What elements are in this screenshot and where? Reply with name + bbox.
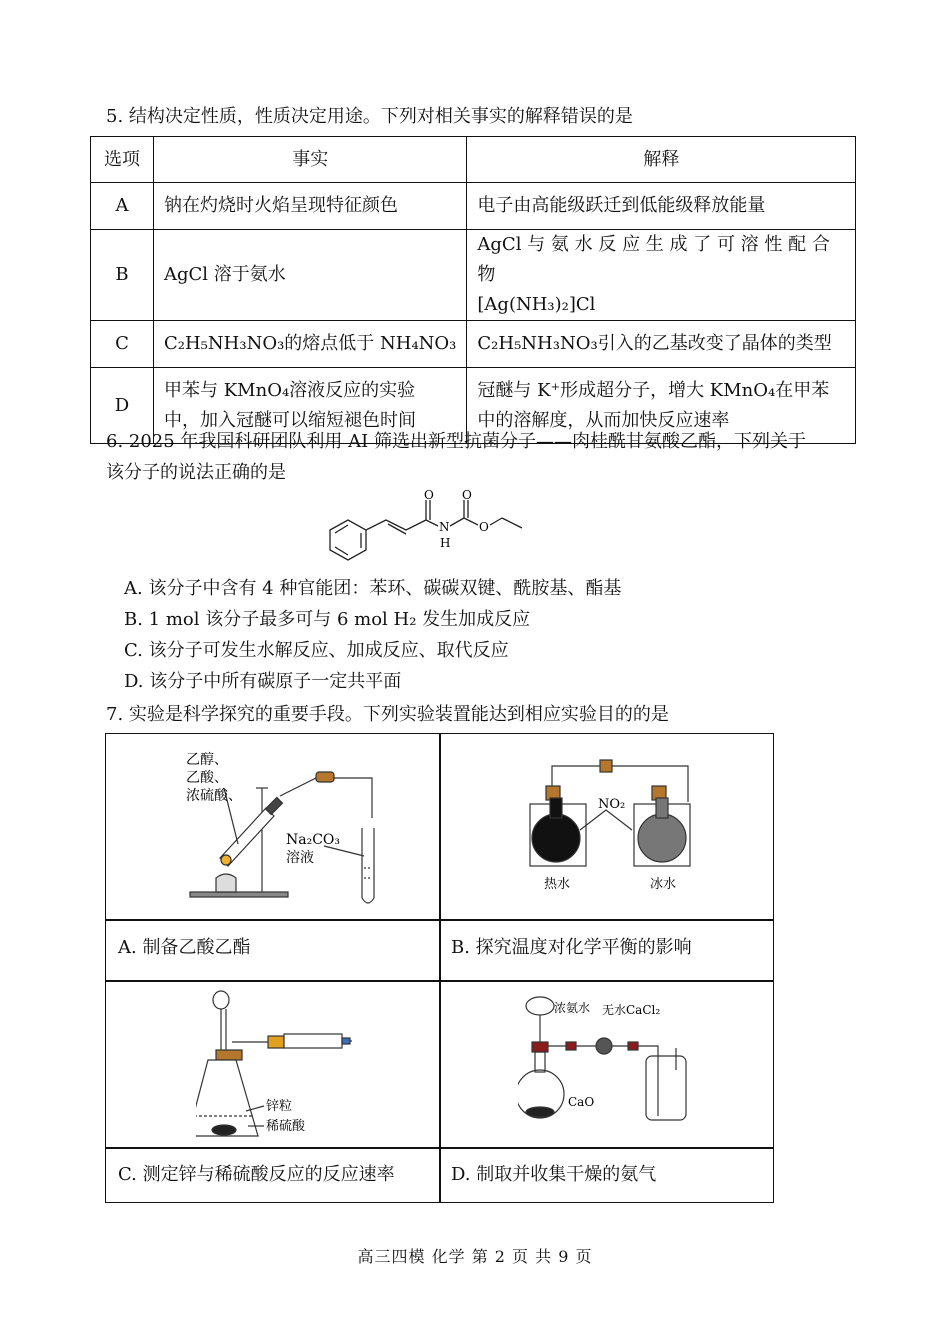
table-row (91, 230, 856, 321)
q5-table (90, 136, 856, 444)
q6-stem-line1: 6. 2025 年我国科研团队利用 AI 筛选出新型抗菌分子——肉桂酰甘氨酸乙酯，下列关于 (106, 431, 806, 452)
caption-a: A. 制备乙酸乙酯 (118, 937, 251, 958)
figure-d-apparatus (518, 990, 708, 1140)
caption-b: B. 探究温度对化学平衡的影响 (451, 937, 692, 958)
row-explain (467, 230, 856, 321)
label-dilute-h2so4: 稀硫酸 (266, 1119, 306, 1134)
atom-o: O (424, 488, 434, 502)
figure-b-apparatus (522, 752, 702, 902)
fact-line: 中，加入冠醚可以缩短褪色时间 (164, 409, 416, 431)
header-explain: 解释 (467, 137, 856, 183)
label-sulfuric-acid: 浓硫酸、 (186, 788, 242, 804)
row-label: A (91, 183, 154, 230)
label-na2co3: Na₂CO₃ (286, 832, 341, 848)
caption-d: D. 制取并收集干燥的氨气 (451, 1164, 657, 1185)
fact-line: 甲苯与 KMnO₄溶液反应的实验 (164, 379, 416, 401)
label-hot-water: 热水 (544, 877, 571, 892)
row-explain: 电子由高能级跃迁到低能级释放能量 (467, 183, 856, 230)
header-option: 选项 (91, 137, 154, 183)
table-row (91, 183, 856, 230)
atom-o: O (479, 520, 489, 534)
figure-a-apparatus (176, 748, 376, 918)
atom-n: N (439, 520, 450, 534)
label-cacl2: 无水CaCl₂ (602, 1003, 661, 1017)
explain-line: AgCl 与 氨 水 反 应 生 成 了 可 溶 性 配 合 物 (477, 234, 830, 285)
figure-c-apparatus (196, 986, 396, 1146)
table-row (91, 321, 856, 368)
label-zinc: 锌粒 (266, 1099, 293, 1114)
atom-o: O (462, 488, 472, 502)
label-no2: NO₂ (598, 797, 626, 812)
row-fact: C₂H₅NH₃NO₃的熔点低于 NH₄NO₃ (154, 321, 467, 368)
grid-divider (439, 734, 441, 1202)
row-label: D (91, 368, 154, 444)
label-acetic-acid: 乙酸、 (186, 770, 228, 786)
explain-line: [Ag(NH₃)₂]Cl (477, 294, 596, 315)
q6-option-a: A. 该分子中含有 4 种官能团：苯环、碳碳双键、酰胺基、酯基 (124, 578, 622, 599)
label-ammonia: 浓氨水 (554, 1001, 591, 1015)
label-ice-water: 冰水 (650, 877, 677, 892)
q5-stem: 5. 结构决定性质，性质决定用途。下列对相关事实的解释错误的是 (106, 106, 633, 127)
row-label: C (91, 321, 154, 368)
page-footer: 高三四模 化学 第 2 页 共 9 页 (357, 1247, 593, 1266)
row-label: B (91, 230, 154, 321)
row-fact: 钠在灼烧时火焰呈现特征颜色 (154, 183, 467, 230)
grid-divider (106, 1147, 773, 1149)
caption-c: C. 测定锌与稀硫酸反应的反应速率 (118, 1164, 395, 1185)
molecule-structure (320, 488, 530, 568)
atom-h: H (440, 536, 451, 550)
grid-divider (106, 980, 773, 982)
explain-line: 冠醚与 K⁺形成超分子，增大 KMnO₄在甲苯 (477, 379, 830, 401)
row-explain: C₂H₅NH₃NO₃引入的乙基改变了晶体的类型 (467, 321, 856, 368)
q6-option-c: C. 该分子可发生水解反应、加成反应、取代反应 (124, 640, 509, 661)
header-fact: 事实 (154, 137, 467, 183)
table-header-row (91, 137, 856, 183)
q7-stem: 7. 实验是科学探究的重要手段。下列实验装置能达到相应实验目的的是 (106, 704, 669, 725)
label-solution: 溶液 (286, 850, 314, 866)
grid-divider (106, 919, 773, 921)
q6-option-b: B. 1 mol 该分子最多可与 6 mol H₂ 发生加成反应 (124, 609, 531, 630)
label-cao: CaO (568, 1095, 595, 1109)
q6-option-d: D. 该分子中所有碳原子一定共平面 (124, 671, 402, 692)
explain-line: 中的溶解度，从而加快反应速率 (477, 409, 730, 431)
row-fact: AgCl 溶于氨水 (154, 230, 467, 321)
q7-grid (105, 733, 774, 1203)
q6-stem-line2: 该分子的说法正确的是 (106, 462, 286, 483)
label-ethanol: 乙醇、 (186, 752, 228, 768)
